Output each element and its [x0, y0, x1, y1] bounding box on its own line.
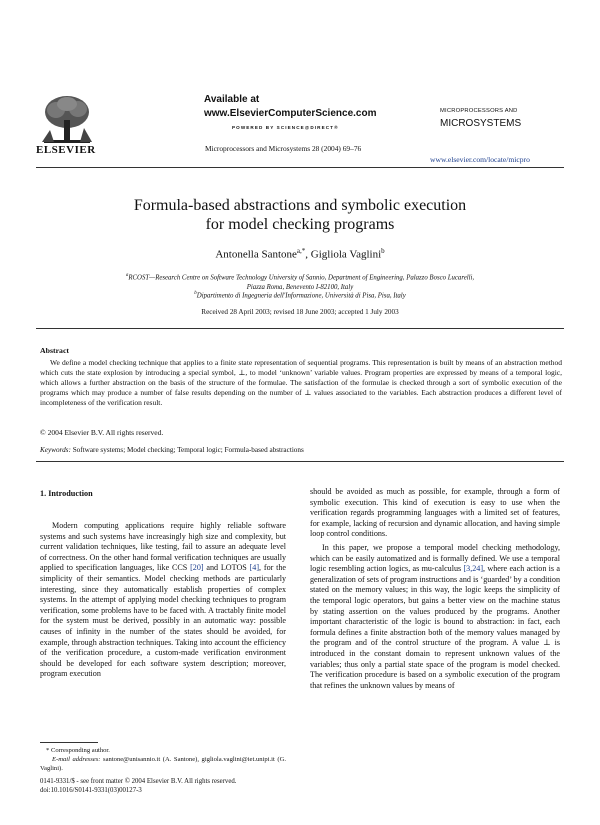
- article-title: [36, 196, 564, 234]
- affiliation-a-line-2: Piazza Roma, Benevento I-82100, Italy: [246, 283, 354, 291]
- affiliation-a-marker: a: [125, 273, 129, 278]
- right-column: [310, 487, 560, 691]
- citation-ccs[interactable]: [20]: [190, 563, 204, 573]
- abstract-divider: [36, 461, 564, 462]
- sciencedirect-link[interactable]: www.ElsevierComputerScience.com: [204, 108, 377, 119]
- author-list: [36, 247, 564, 261]
- citation-lotos[interactable]: [4]: [249, 563, 260, 573]
- powered-by-sciencedirect: POWERED BY SCIENCE@DIRECT®: [232, 125, 339, 130]
- intro-paragraph-1-continued: should be avoided as much as possible, for example, through a form of symbolic execution. This kind of execution is easy to use when the verification regards programming languages with a limited set of features, for example, lacking of recursion and dynamic allocation, and having simple loop control conditions.: [310, 487, 560, 539]
- publisher-name: ELSEVIER: [36, 144, 96, 156]
- intro-p1-text-b: and LOTOS: [203, 563, 250, 573]
- journal-logo-large: MICROSYSTEMS: [440, 118, 522, 129]
- journal-url-link[interactable]: www.elsevier.com/locate/micpro: [430, 155, 530, 164]
- author-vaglini[interactable]: Gigliola Vaglini: [310, 248, 382, 261]
- journal-logo-small: MICROPROCESSORS AND: [440, 108, 518, 114]
- abstract-heading: Abstract: [40, 346, 70, 355]
- received-dates: Received 28 April 2003; revised 18 June 2003; accepted 1 July 2003: [201, 308, 399, 316]
- intro-paragraph-1: [40, 521, 286, 680]
- intro-p2-text-b: , where each action is a generalization of sets of program instructions and is ‘guarded’ by a condition stated on the memory values; in this way, the logic keeps the simplicity of the temporal logic operators, but gains a better view on the machine status by stating assertion on the values produced by the programs. Another important characteristic of the logic is bound to abstraction: in fact, each formula defines a finite abstraction both of the memory values managed by the program and of the control structure of the program. A value ⊥ is introduced in the constant domain to represent unknown values of the variables; thus only a partial state space of the program is model checked. The verification procedure is based on a symbolic execution of the program that refines the unknown values by means of: [310, 564, 560, 690]
- affiliation-b: [60, 291, 540, 299]
- intro-p1-text-c: , for the simplicity of their semantics. Model checking methods are particularly interesting, since they automatically establish properties of complex systems. In the attempt of applying model checking techniques to program verification, some problems have to be faced with. A tractably finite model for the system must be derived, possibly in an automatic way: possible causes of infinity in the number of the states should be avoided, for example, through abstraction techniques. Taking into account the efficiency of the verification procedure, a custom-made verification environment should be developed for each software system description; moreover, program execution: [40, 563, 286, 679]
- abstract-copyright: © 2004 Elsevier B.V. All rights reserved.: [40, 428, 164, 437]
- author-santone-affiliation: a,*: [296, 247, 306, 255]
- abstract-body: [40, 358, 562, 408]
- keywords: [40, 446, 304, 454]
- citation-mu-calculus[interactable]: [3,24]: [463, 564, 484, 574]
- corresponding-author-note: * Corresponding author.: [46, 747, 110, 754]
- email-note: [40, 755, 286, 773]
- author-vaglini-affiliation: b: [381, 247, 385, 255]
- abstract-text: We define a model checking technique that applies to a finite state representation of sequential programs. This representation is built by means of an abstraction method which cuts the state explosion by introducing a special symbol, ⊥, to model ‘unknown’ variable values. Program properties are expressed by means of a temporal logic, which allows a further abstraction on the basis of the structure of the formulae. The satisfaction of the formulae is checked through a sort of symbolic execution of the programs which may produce a number of false results depending on the number of ⊥ values associated to the variables. Each abstraction produces a different level of incompleteness of the verification result.: [40, 358, 562, 407]
- footnote: [40, 746, 286, 773]
- elsevier-tree-logo: [36, 92, 98, 150]
- email-addresses[interactable]: santone@unisannio.it (A. Santone), gigliola.vaglini@iet.unipi.it (G. Vaglini).: [40, 756, 286, 772]
- issn-line: 0141-9331/$ - see front matter © 2004 Elsevier B.V. All rights reserved.: [40, 778, 237, 785]
- doi-line[interactable]: doi:10.1016/S0141-9331(03)00127-3: [40, 787, 142, 794]
- email-label: E-mail addresses:: [52, 756, 101, 763]
- journal-reference: Microprocessors and Microsystems 28 (2004) 69–76: [205, 144, 362, 153]
- header-divider: [36, 167, 564, 168]
- intro-p1-text-a: Modern computing applications require highly reliable software systems and such systems have increasingly high size and complexity, but current validation techniques, like testing, fail to assure an adequate level of correctness. On the other hand formal verification techniques are usually applied to specification languages, like CCS: [40, 521, 286, 573]
- intro-paragraph-2: [310, 543, 560, 691]
- section-heading-introduction: 1. Introduction: [40, 489, 93, 498]
- footnote-divider: [40, 742, 98, 743]
- intro-p2-text-a: In this paper, we propose a temporal model checking methodology, which can be easily automatized and is formally defined. We use a temporal logic resembling action logics, as mu-calculus: [310, 542, 560, 574]
- keywords-list: Software systems; Model checking; Temporal logic; Formula-based abstractions: [70, 446, 304, 454]
- affiliation-a-line-1: RCOST—Research Centre on Software Technology University of Sannio, Department of Engineering, Palazzo Bosco Lucarelli,: [128, 274, 475, 282]
- affiliation-b-text: Dipartimento di Ingegneria dell'Informazione, Università di Pisa, Pisa, Italy: [196, 292, 406, 300]
- keywords-label: Keywords:: [40, 446, 71, 454]
- front-matter: [40, 777, 300, 795]
- title-divider: [36, 328, 564, 329]
- author-separator: ,: [305, 248, 311, 261]
- left-column: [40, 521, 286, 680]
- available-at-label: Available at: [204, 94, 260, 105]
- author-santone[interactable]: Antonella Santone: [215, 248, 297, 261]
- affiliation-b-marker: b: [194, 291, 197, 296]
- title-line-1: Formula-based abstractions and symbolic execution: [133, 197, 467, 214]
- title-line-2: for model checking programs: [205, 216, 395, 233]
- affiliation-a: [60, 271, 540, 292]
